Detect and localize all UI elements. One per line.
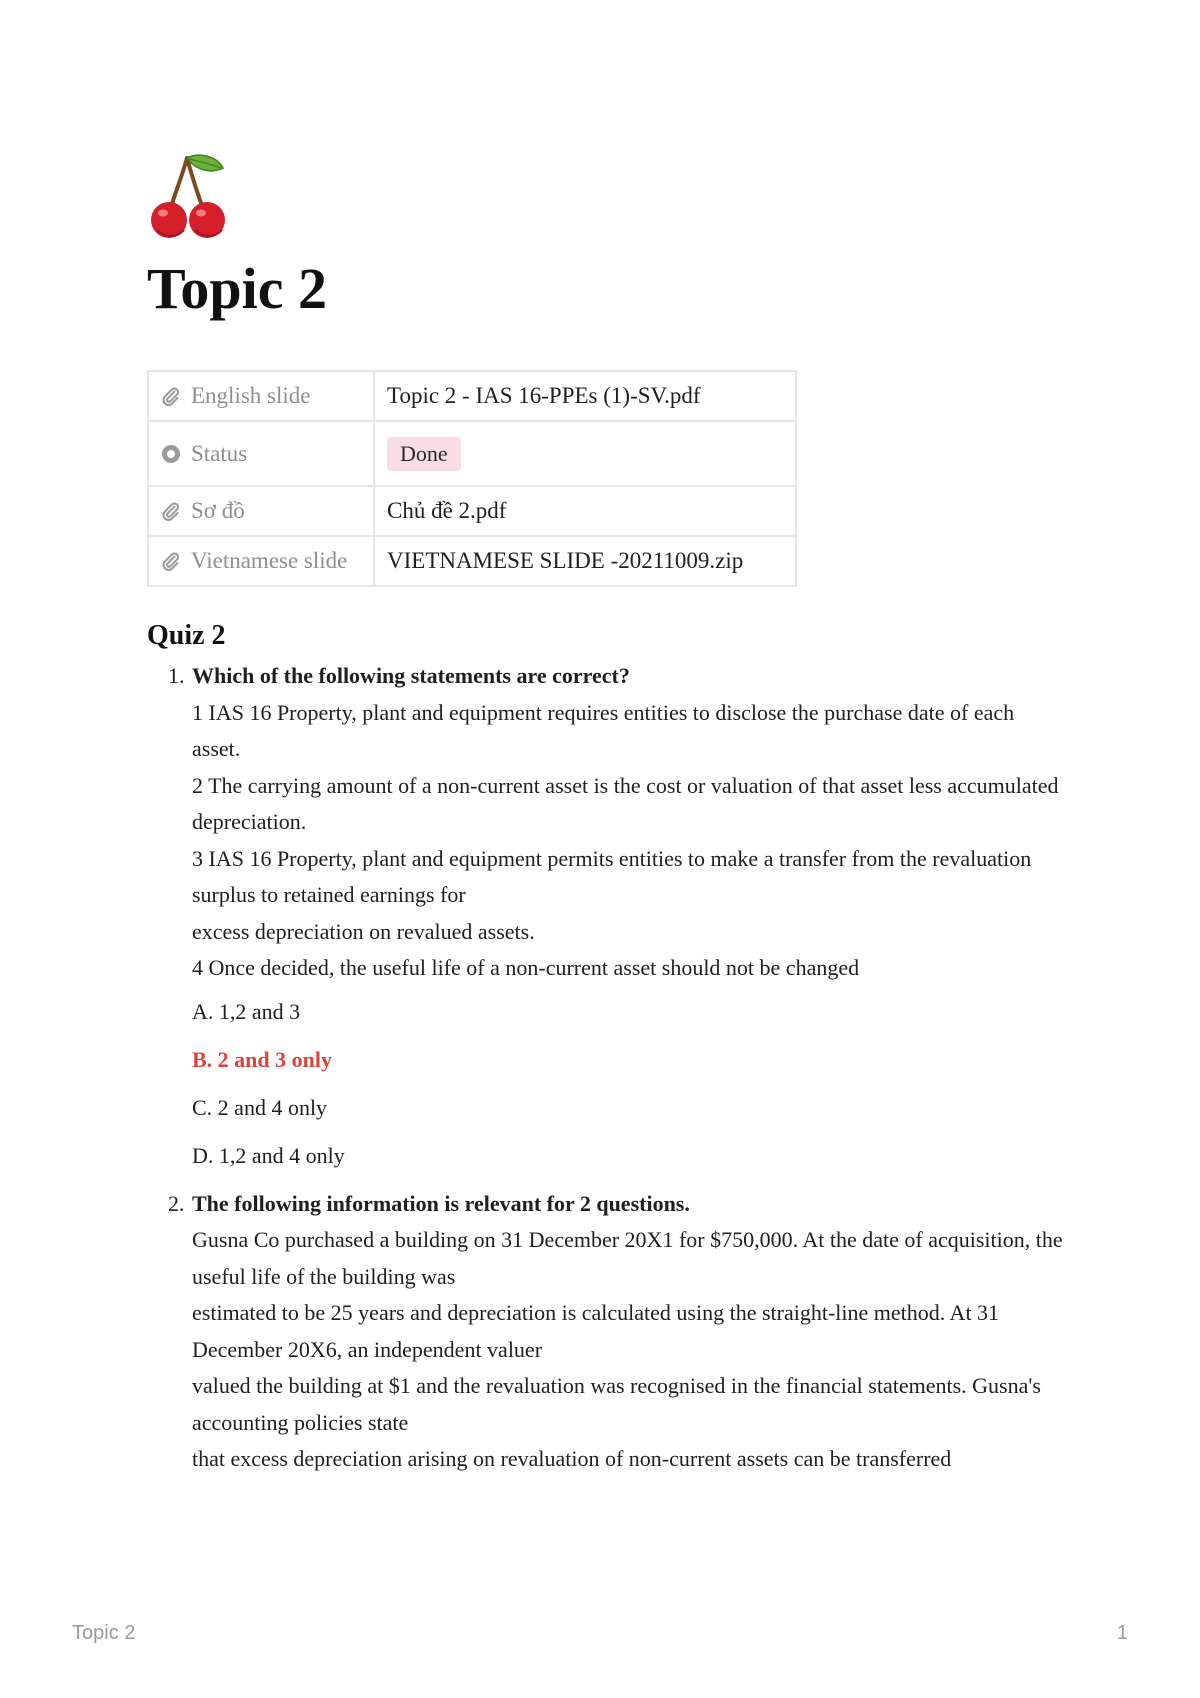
- property-key: [148, 371, 374, 421]
- answer-option: A. 1,2 and 3: [192, 998, 301, 1024]
- property-value: [374, 421, 796, 486]
- question-text-line: 1 IAS 16 Property, plant and equipment requires entities to disclose the purchase date of each asset.: [192, 699, 1015, 761]
- cherry-emoji-icon: [147, 150, 235, 240]
- question-text-line: 4 Once decided, the useful life of a non-current asset should not be changed: [192, 955, 860, 980]
- question-text-line: valued the building at $1 and the revaluation was recognised in the financial statements. Gusna's accounting policies state: [192, 1373, 1041, 1435]
- footer-page-title: Topic 2: [72, 1622, 136, 1644]
- question-title: 2. The following information is relevant for 2 questions.: [192, 1190, 690, 1216]
- question-text-line: 3 IAS 16 Property, plant and equipment permits entities to make a transfer from the revaluation surplus to retained earnings for: [192, 845, 1032, 907]
- correct-answer-option: B. 2 and 3 only: [192, 1046, 332, 1072]
- question-text-line: excess depreciation on revalued assets.: [192, 918, 535, 944]
- property-key-label: Vietnamese slide: [191, 548, 348, 573]
- property-row-so-do: [148, 486, 796, 536]
- property-value-link[interactable]: Topic 2 - IAS 16-PPEs (1)-SV.pdf: [374, 371, 796, 421]
- property-key-label: Status: [191, 440, 248, 466]
- property-key: [148, 536, 374, 586]
- page-content: [147, 150, 1067, 1478]
- quiz-heading: Quiz 2: [147, 620, 226, 651]
- property-key: [148, 486, 374, 536]
- question-list: [147, 658, 1067, 1478]
- status-circle-icon: [161, 444, 181, 464]
- question-text-line: that excess depreciation arising on revaluation of non-current assets can be transferred: [192, 1446, 952, 1471]
- property-key-label: Sơ đồ: [191, 498, 245, 523]
- question-text-line: Gusna Co purchased a building on 31 December 20X1 for $750,000. At the date of acquisition, the useful life of the building was: [192, 1227, 1063, 1289]
- property-row-english-slide: [148, 371, 796, 421]
- question-text-line: 2 The carrying amount of a non-current asset is the cost or valuation of that asset less accumulated depreciation.: [192, 772, 1059, 834]
- property-value-link[interactable]: Chủ đề 2.pdf: [374, 486, 796, 536]
- page-title: Topic 2: [147, 256, 327, 321]
- footer-page-number: 1: [1116, 1622, 1128, 1644]
- question-item: [190, 1186, 1067, 1478]
- answer-option: C. 2 and 4 only: [192, 1094, 328, 1120]
- paperclip-icon: [161, 386, 181, 406]
- property-key: [148, 421, 374, 486]
- answer-option: D. 1,2 and 4 only: [192, 1142, 345, 1168]
- question-item: [190, 658, 1067, 1174]
- answer-options: [192, 994, 1067, 1174]
- property-row-status: [148, 421, 796, 486]
- question-title: 1. Which of the following statements are correct?: [192, 663, 630, 688]
- property-key-label: English slide: [191, 383, 311, 408]
- paperclip-icon: [161, 501, 181, 521]
- question-text-line: estimated to be 25 years and depreciation is calculated using the straight-line method. At 31 December 20X6, an independent valuer: [192, 1300, 1000, 1362]
- paperclip-icon: [161, 551, 181, 571]
- status-badge[interactable]: Done: [387, 437, 461, 471]
- property-value-link[interactable]: VIETNAMESE SLIDE -20211009.zip: [374, 536, 796, 586]
- properties-table: [147, 370, 797, 587]
- property-row-vietnamese-slide: [148, 536, 796, 586]
